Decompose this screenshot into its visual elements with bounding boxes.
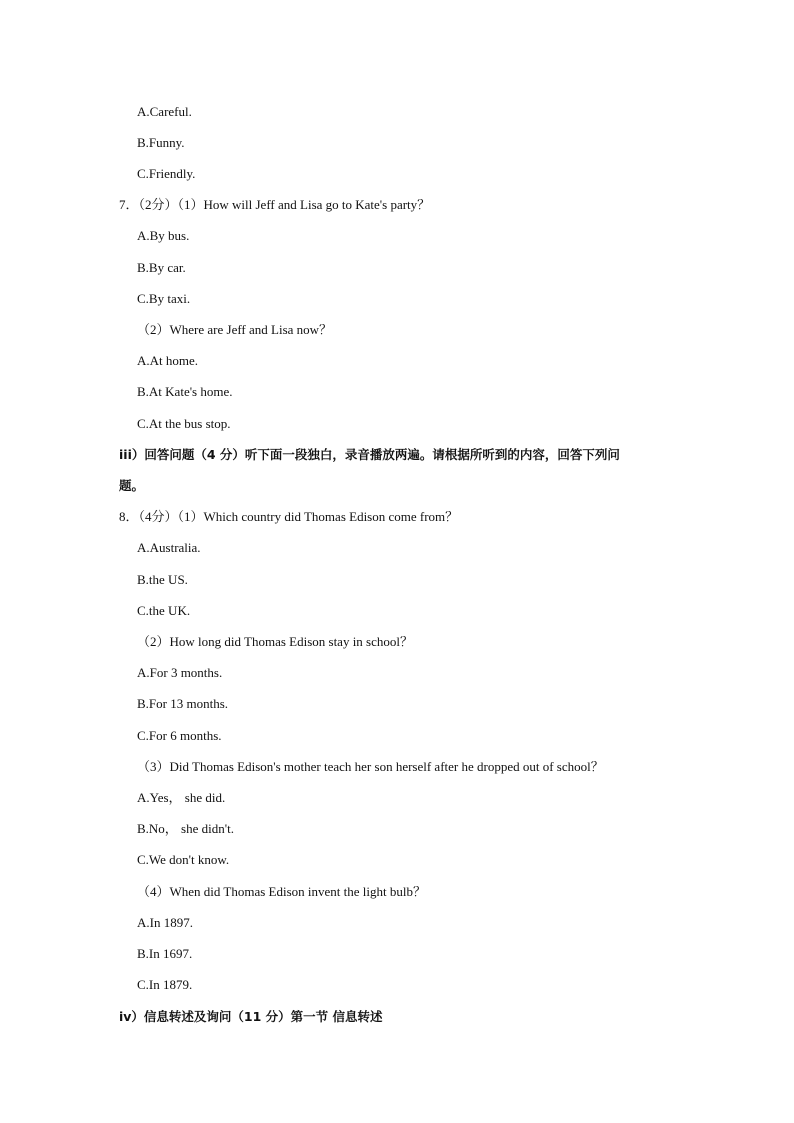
q7-2-option-c: C.At the bus stop. (137, 416, 231, 431)
q8-3-option-b: B.No， she didn't. (137, 821, 234, 836)
q7-2-option-b: B.At Kate's home. (137, 384, 233, 399)
q7-1-option-c: C.By taxi. (137, 291, 191, 306)
q7-2-option-a: A.At home. (137, 353, 199, 368)
q8-2-option-a: A.For 3 months. (137, 665, 223, 680)
q8-4-option-a: A.In 1897. (137, 915, 193, 930)
q8-stem: 8．（4分）（1）Which country did Thomas Edison come from？ (119, 509, 459, 524)
q8-4-stem: （4）When did Thomas Edison invent the light bulb？ (137, 884, 426, 899)
q6-option-b: B.Funny. (137, 135, 185, 150)
q8-2-stem: （2）How long did Thomas Edison stay in school？ (137, 634, 414, 649)
section-iii-line-2: 题。 (119, 478, 145, 493)
q6-option-a: A.Careful. (137, 104, 192, 119)
q8-2-option-b: B.For 13 months. (137, 696, 229, 711)
q8-4-option-b: B.In 1697. (137, 946, 193, 961)
section-iv-line-1: iv）信息转述及询问（11 分）第一节 信息转述 (119, 1009, 383, 1024)
q8-3-option-c: C.We don't know. (137, 852, 230, 867)
q8-1-option-c: C.the UK. (137, 603, 191, 618)
q8-3-option-a: A.Yes， she did. (137, 790, 226, 805)
q8-4-option-c: C.In 1879. (137, 977, 193, 992)
q7-1-option-b: B.By car. (137, 260, 186, 275)
q6-option-c: C.Friendly. (137, 166, 196, 181)
q7-stem: 7．（2分）（1）How will Jeff and Lisa go to Kate's party？ (119, 197, 431, 212)
q7-1-option-a: A.By bus. (137, 228, 190, 243)
q8-1-option-b: B.the US. (137, 572, 188, 587)
q7-2-stem: （2）Where are Jeff and Lisa now？ (137, 322, 333, 337)
section-iii-line-1: iii）回答问题（4 分）听下面一段独白，录音播放两遍。请根据所听到的内容，回答下列问 (119, 447, 620, 462)
q8-1-option-a: A.Australia. (137, 540, 201, 555)
q8-2-option-c: C.For 6 months. (137, 728, 222, 743)
q8-3-stem: （3）Did Thomas Edison's mother teach her son herself after he dropped out of school？ (137, 759, 604, 774)
